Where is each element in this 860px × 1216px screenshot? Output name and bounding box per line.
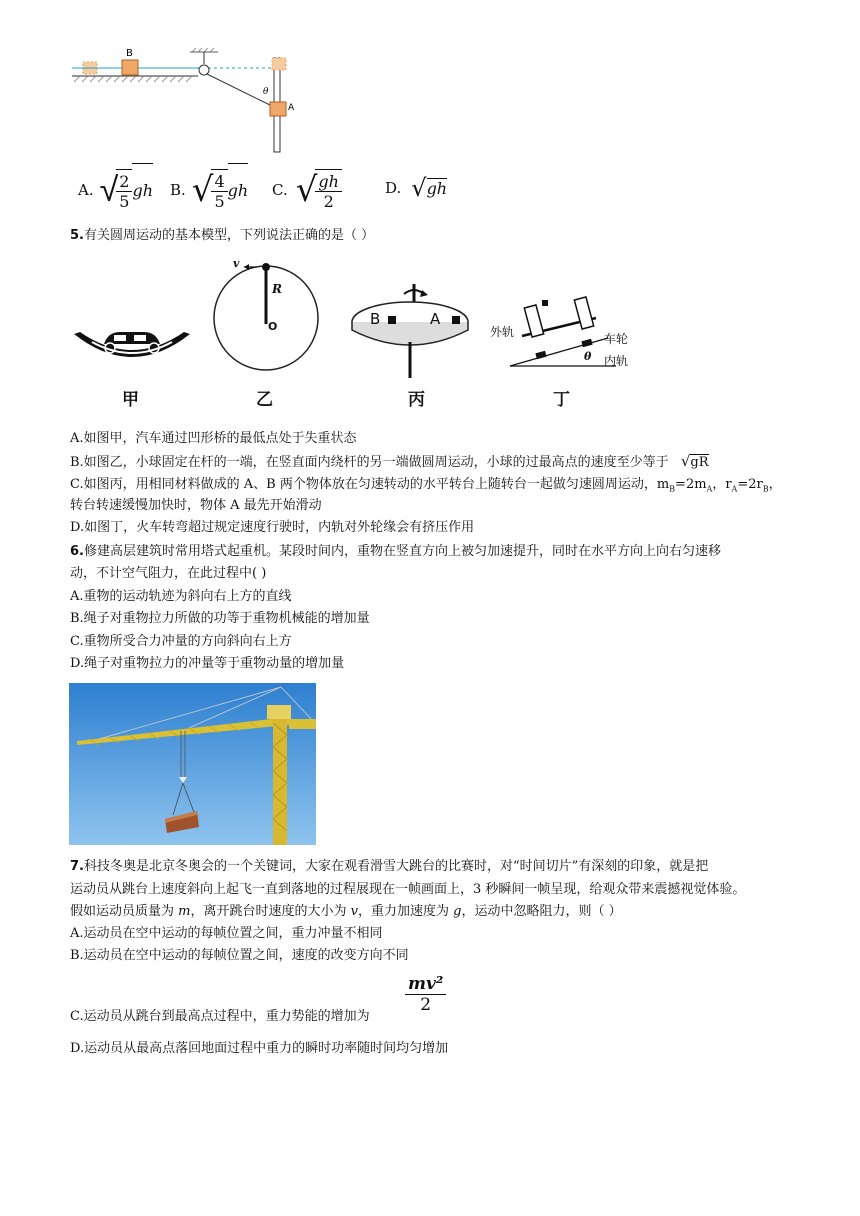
option-text: B.如图乙，小球固定在杆的一端，在竖直面内绕杆的另一端做圆周运动，小球的过最高点的速度至少等于 <box>70 455 669 470</box>
q5-ding-inner-label: 内轨 <box>604 354 629 368</box>
q5-ding-wheel-label: 车轮 <box>604 332 629 346</box>
q5-option-d: D.如图丁，火车转弯超过规定速度行驶时，内轨对外轮缘会有挤压作用 <box>70 520 475 535</box>
option-radicand: gR <box>690 455 709 470</box>
fraction-denominator: 5 <box>119 192 130 211</box>
option-letter: B. <box>170 181 186 199</box>
q5-option-a: A.如图甲，汽车通过凹形桥的最低点处于失重状态 <box>70 431 357 446</box>
question-number: 6. <box>70 544 84 559</box>
subscript: B <box>669 484 676 494</box>
q5-caption-ding: 丁 <box>553 390 570 410</box>
fraction-numerator: 4 <box>211 172 227 192</box>
q7-stem-line1 <box>70 858 708 876</box>
q5-yi-v-label: v <box>233 257 240 270</box>
q7-stem-line3 <box>70 903 622 921</box>
fraction-numerator: 2 <box>116 172 132 192</box>
subscript: B <box>762 484 769 494</box>
option-tail: gh <box>228 163 249 217</box>
option-text: =2r <box>737 477 763 492</box>
q4-option-a: A. √ $\frac{2}{5}$ gh <box>78 162 153 218</box>
q7-option-a: A.运动员在空中运动的每帧位置之间，重力冲量不相同 <box>70 926 383 941</box>
q4-label-theta: θ <box>263 87 269 97</box>
q5-yi-r-label: R <box>272 282 282 296</box>
question-stem: 修建高层建筑时常用塔式起重机。某段时间内，重物在竖直方向上被匀加速提升，同时在水平方向上向右匀速移 <box>83 544 721 559</box>
q7-option-c <box>70 1008 370 1026</box>
q4-option-b: B. √ $\frac{4}{5}$ gh <box>170 162 248 218</box>
fraction-denominator: 2 <box>323 192 334 211</box>
option-text: C.运动员从跳台到最高点过程中，重力势能的增加为 <box>70 1009 370 1024</box>
option-letter: D. <box>385 179 402 197</box>
q5-figure-yi <box>210 258 322 376</box>
q7-option-b: B.运动员在空中运动的每帧位置之间，速度的改变方向不同 <box>70 948 409 963</box>
option-letter: C. <box>272 181 288 199</box>
option-radicand: gh <box>426 179 448 198</box>
q5-figure-bing <box>348 280 472 380</box>
q5-option-c-line1 <box>70 476 782 499</box>
q5-figure-jia <box>72 320 192 380</box>
question-number: 5. <box>70 228 84 243</box>
q5-option-b: B.如图乙，小球固定在杆的一端，在竖直面内绕杆的另一端做圆周运动，小球的过最高点的速度至少等于 √gR <box>70 452 709 470</box>
fraction-numerator: gh <box>315 172 342 192</box>
q5-caption-bing: 丙 <box>408 390 425 410</box>
crane-photo <box>69 683 316 845</box>
question-stem: 有关圆周运动的基本模型，下列说法正确的是（ ） <box>83 228 375 243</box>
q5-caption-jia: 甲 <box>122 390 139 410</box>
q6-option-c: C.重物所受合力冲量的方向斜向右上方 <box>70 634 292 649</box>
option-text: C.如图丙，用相同材料做成的 A、B 两个物体放在匀速转动的水平转台上随转台一起做匀速圆周运动，m <box>70 477 670 492</box>
q5-figure-ding <box>508 296 618 368</box>
option-text: ，r <box>712 477 732 492</box>
q6-option-d: D.绳子对重物拉力的冲量等于重物动量的增加量 <box>70 656 345 671</box>
q7-option-d: D.运动员从最高点落回地面过程中重力的瞬时功率随时间均匀增加 <box>70 1041 449 1056</box>
q5-ding-theta-label: θ <box>584 350 592 363</box>
q5-ding-outer-label: 外轨 <box>490 325 515 339</box>
q5-bing-b-label: B <box>370 310 381 328</box>
q5-yi-o-label: O <box>268 320 278 333</box>
symbol-v: v <box>350 904 358 919</box>
q4-label-a: A <box>288 103 295 113</box>
q6-stem-line2: 动，不计空气阻力，在此过程中( ) <box>70 566 267 581</box>
subscript: A <box>706 484 713 494</box>
q4-figure <box>68 18 308 158</box>
symbol-g: g <box>453 904 462 919</box>
subscript: A <box>731 484 738 494</box>
option-letter: A. <box>78 181 94 199</box>
q5-stem <box>70 227 374 245</box>
q6-option-b: B.绳子对重物拉力所做的功等于重物机械能的增加量 <box>70 611 370 626</box>
option-text: =2m <box>675 477 707 492</box>
q5-bing-a-label: A <box>430 310 441 328</box>
option-tail: gh <box>132 163 153 217</box>
q7-stem-line2: 运动员从跳台上速度斜向上起飞一直到落地的过程展现在一帧画面上，3 秒瞬间一帧呈现，给观众带来震撼视觉体验。 <box>70 882 746 897</box>
question-stem: 科技冬奥是北京冬奥会的一个关键词，大家在观看滑雪大跳台的比赛时，对“时间切片”有深刻的印象，就是把 <box>83 859 709 874</box>
q4-label-b: B <box>126 48 133 59</box>
q5-caption-yi: 乙 <box>256 390 273 410</box>
q5-option-c-line2: 转台转速缓慢加快时，物体 A 最先开始滑动 <box>70 498 322 513</box>
option-text: ， <box>768 477 782 492</box>
symbol-m: m <box>178 904 191 919</box>
q4-option-c: C. √ $\frac{gh}{2}$ <box>272 162 342 218</box>
question-number: 7. <box>70 859 84 874</box>
question-stem: ，运动中忽略阻力，则（ ） <box>461 904 622 919</box>
question-stem: 假如运动员质量为 <box>70 904 179 919</box>
fraction-numerator: mv² <box>405 974 446 995</box>
q7-option-c-fraction <box>405 974 446 1015</box>
question-stem: ，离开跳台时速度的大小为 <box>190 904 351 919</box>
fraction-denominator: 2 <box>420 995 432 1015</box>
question-stem: ，重力加速度为 <box>357 904 454 919</box>
q6-option-a: A.重物的运动轨迹为斜向右上方的直线 <box>70 589 292 604</box>
q4-option-d: D. √ gh <box>385 174 448 202</box>
fraction-denominator: 5 <box>214 192 225 211</box>
q6-stem-line1 <box>70 543 721 561</box>
